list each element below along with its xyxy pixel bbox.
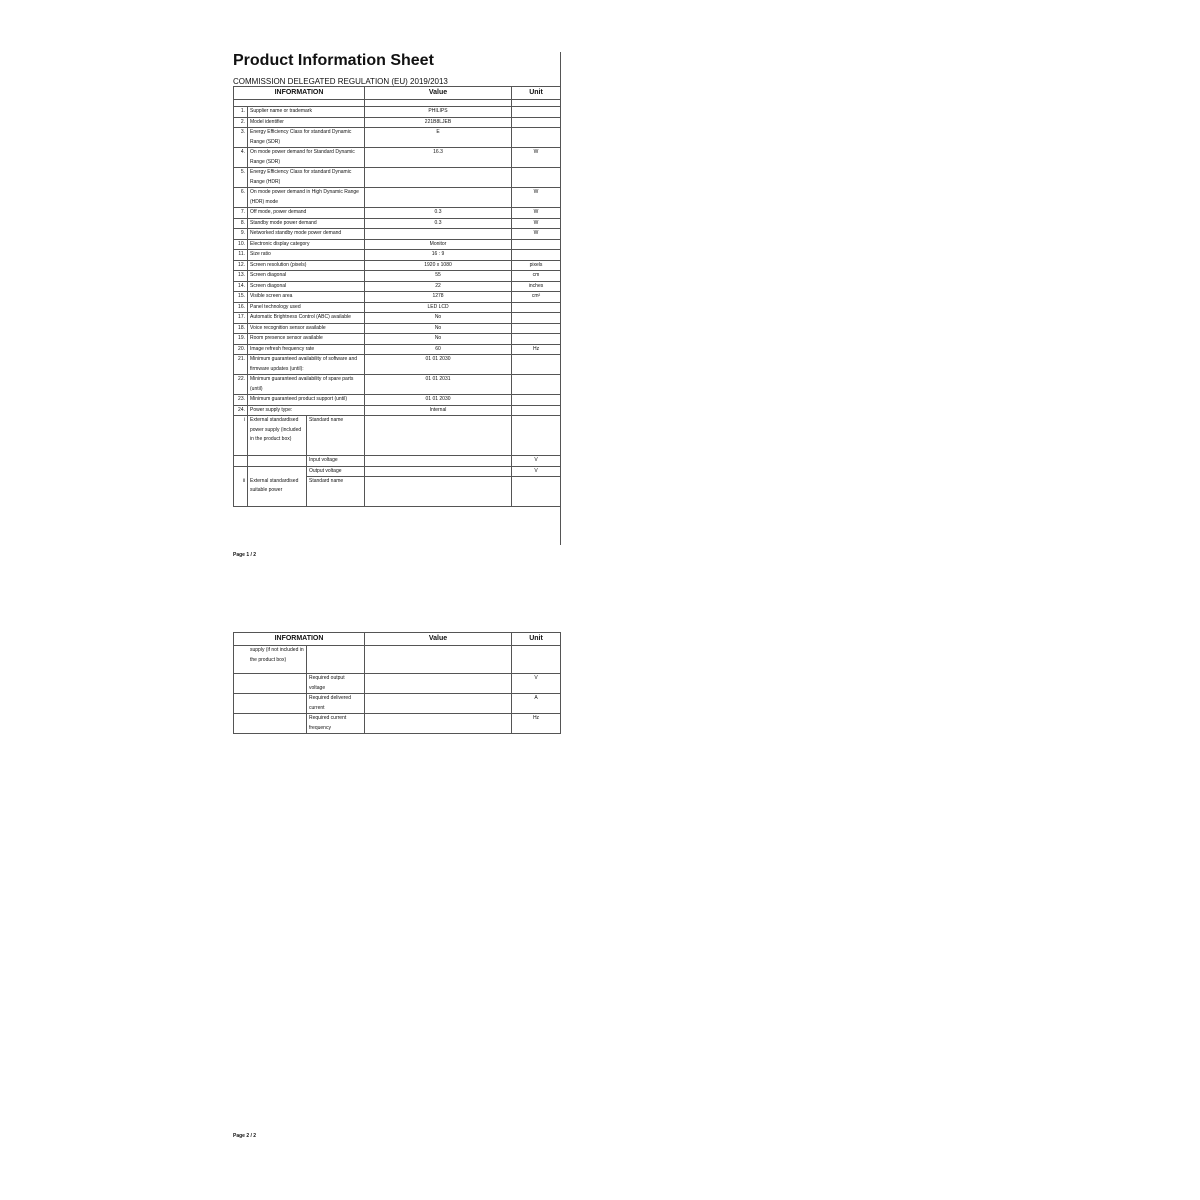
row-unit <box>512 107 561 118</box>
regulation-subtitle: COMMISSION DELEGATED REGULATION (EU) 2019/2013 <box>233 77 448 86</box>
row-label: Minimum guaranteed product support (until) <box>248 395 365 406</box>
row-number: 16. <box>234 302 248 313</box>
table-row <box>234 208 561 219</box>
supply-ii-row <box>234 477 561 507</box>
page-number-2: Page 2 / 2 <box>233 1133 257 1139</box>
supply-i-input-voltage: Input voltage <box>307 456 365 467</box>
row-label: Screen resolution (pixels) <box>248 260 365 271</box>
table-row <box>234 292 561 303</box>
row-label: Networked standby mode power demand <box>248 229 365 240</box>
row-unit: W <box>512 148 561 168</box>
row-value: 1920 x 1080 <box>365 260 512 271</box>
table-row <box>234 229 561 240</box>
table-row <box>234 323 561 334</box>
supply-i-input-row <box>234 456 561 467</box>
supply-i-output-voltage: Output voltage <box>307 466 365 477</box>
info-table-page-2 <box>233 632 561 734</box>
supply-ii-continued-row <box>234 646 561 674</box>
row-unit <box>512 313 561 324</box>
row-value: 16 : 9 <box>365 250 512 261</box>
supply-i-output-unit: V <box>512 466 561 477</box>
row-value <box>365 694 512 714</box>
row-value: LED LCD <box>365 302 512 313</box>
header-information: INFORMATION <box>234 633 365 646</box>
row-number: 10. <box>234 239 248 250</box>
row-value: 221B8LJEB <box>365 117 512 128</box>
supply-i-row <box>234 416 561 456</box>
row-number: 21. <box>234 355 248 375</box>
row-number: 5. <box>234 168 248 188</box>
row-number: 4. <box>234 148 248 168</box>
row-label: Voice recognition sensor available <box>248 323 365 334</box>
row-unit <box>512 239 561 250</box>
row-unit: cm² <box>512 292 561 303</box>
row-value: 0.3 <box>365 208 512 219</box>
table-row <box>234 355 561 375</box>
table-row <box>234 334 561 345</box>
table-row <box>234 239 561 250</box>
row-label: Visible screen area <box>248 292 365 303</box>
row-unit: inches <box>512 281 561 292</box>
header-value: Value <box>365 87 512 100</box>
row-label: On mode power demand in High Dynamic Range (HDR) mode <box>248 188 365 208</box>
row-label: Minimum guaranteed availability of software and firmware updates (until): <box>248 355 365 375</box>
row-value <box>365 229 512 240</box>
row-unit: cm <box>512 271 561 282</box>
supply-i-output-row <box>234 466 561 477</box>
row-unit <box>512 323 561 334</box>
supply-i-standard-name-unit <box>512 416 561 456</box>
row-label: Room presence sensor available <box>248 334 365 345</box>
row-unit <box>512 117 561 128</box>
table-row <box>234 313 561 324</box>
header-information: INFORMATION <box>234 87 365 100</box>
row-value: Monitor <box>365 239 512 250</box>
table-header-row <box>234 633 561 646</box>
row-unit: Hz <box>512 714 561 734</box>
table-row <box>234 250 561 261</box>
row-value: Internal <box>365 405 512 416</box>
row-value: 22 <box>365 281 512 292</box>
table-row <box>234 107 561 118</box>
row-number: 12. <box>234 260 248 271</box>
row-label: Electronic display category <box>248 239 365 250</box>
table-row <box>234 168 561 188</box>
table-header-row <box>234 87 561 100</box>
table-row <box>234 260 561 271</box>
row-number: 17. <box>234 313 248 324</box>
row-label: Model identifier <box>248 117 365 128</box>
supply-ii-continued-label: supply (if not included in the product box) <box>234 646 307 674</box>
row-label: Required current frequency <box>307 714 365 734</box>
row-unit: V <box>512 674 561 694</box>
supply-ii-standard-name-unit <box>512 477 561 507</box>
row-unit: pixels <box>512 260 561 271</box>
row-label: On mode power demand for Standard Dynamic Range (SDR) <box>248 148 365 168</box>
row-value: E <box>365 128 512 148</box>
row-number: 1. <box>234 107 248 118</box>
row-label: Image refresh frequency rate <box>248 344 365 355</box>
row-value: 60 <box>365 344 512 355</box>
row-unit: W <box>512 188 561 208</box>
row-unit: Hz <box>512 344 561 355</box>
row-label: Power supply type: <box>248 405 365 416</box>
row-label: Size ratio <box>248 250 365 261</box>
row-label: Required delivered current <box>307 694 365 714</box>
row-number: 23. <box>234 395 248 406</box>
table-row <box>234 188 561 208</box>
row-number: 7. <box>234 208 248 219</box>
row-unit <box>512 168 561 188</box>
row-label: Standby mode power demand <box>248 218 365 229</box>
row-unit <box>512 250 561 261</box>
row-value: 0.3 <box>365 218 512 229</box>
row-number: 6. <box>234 188 248 208</box>
header-unit: Unit <box>512 633 561 646</box>
row-value <box>365 188 512 208</box>
table-row <box>234 375 561 395</box>
supply-ii-marker: ii <box>234 477 248 507</box>
row-number: 22. <box>234 375 248 395</box>
supply-i-input-unit: V <box>512 456 561 467</box>
table-row <box>234 714 561 734</box>
supply-i-input-value <box>365 456 512 467</box>
page-title: Product Information Sheet <box>233 52 434 69</box>
row-unit: A <box>512 694 561 714</box>
row-value: PHILIPS <box>365 107 512 118</box>
row-value: No <box>365 334 512 345</box>
info-table-page-1 <box>233 86 561 507</box>
table-row <box>234 218 561 229</box>
row-label: Panel technology used <box>248 302 365 313</box>
row-number: 14. <box>234 281 248 292</box>
table-row <box>234 117 561 128</box>
row-label: Supplier name or trademark <box>248 107 365 118</box>
supply-i-marker: i <box>234 416 248 456</box>
supply-ii-standard-name-value <box>365 477 512 507</box>
table-row <box>234 302 561 313</box>
row-value <box>365 674 512 694</box>
table-row <box>234 271 561 282</box>
row-value: 01 01 2030 <box>365 355 512 375</box>
row-value: 16.3 <box>365 148 512 168</box>
table-row <box>234 395 561 406</box>
row-value: 1278 <box>365 292 512 303</box>
supply-i-standard-name: Standard name <box>307 416 365 456</box>
table-row <box>234 128 561 148</box>
row-value: No <box>365 323 512 334</box>
row-unit <box>512 355 561 375</box>
row-number: 20. <box>234 344 248 355</box>
row-value: 01 01 2030 <box>365 395 512 406</box>
row-number: 11. <box>234 250 248 261</box>
row-number: 3. <box>234 128 248 148</box>
row-unit <box>512 395 561 406</box>
row-unit <box>512 334 561 345</box>
row-unit <box>512 128 561 148</box>
header-value: Value <box>365 633 512 646</box>
row-number: 15. <box>234 292 248 303</box>
row-unit: W <box>512 218 561 229</box>
row-number: 2. <box>234 117 248 128</box>
row-value <box>365 168 512 188</box>
row-label: Energy Efficiency Class for standard Dynamic Range (HDR) <box>248 168 365 188</box>
row-number: 19. <box>234 334 248 345</box>
supply-i-output-value <box>365 466 512 477</box>
row-label: Automatic Brightness Control (ABC) available <box>248 313 365 324</box>
supply-i-standard-name-value <box>365 416 512 456</box>
table-row <box>234 674 561 694</box>
spacer-row <box>234 100 561 107</box>
row-value <box>365 714 512 734</box>
row-label: Energy Efficiency Class for standard Dynamic Range (SDR) <box>248 128 365 148</box>
row-label: Minimum guaranteed availability of spare parts (until) <box>248 375 365 395</box>
row-label: Screen diagonal <box>248 281 365 292</box>
row-number: 13. <box>234 271 248 282</box>
row-value: No <box>365 313 512 324</box>
supply-i-label: External standardised power supply (included in the product box) <box>248 416 307 456</box>
row-value: 55 <box>365 271 512 282</box>
row-label: Screen diagonal <box>248 271 365 282</box>
row-value: 01 01 2031 <box>365 375 512 395</box>
row-number: 18. <box>234 323 248 334</box>
table-row <box>234 694 561 714</box>
row-unit <box>512 302 561 313</box>
supply-ii-label: External standardised suitable power <box>248 477 307 507</box>
row-unit <box>512 375 561 395</box>
table-row <box>234 405 561 416</box>
header-unit: Unit <box>512 87 561 100</box>
row-number: 8. <box>234 218 248 229</box>
row-unit: W <box>512 229 561 240</box>
row-number: 24. <box>234 405 248 416</box>
row-unit <box>512 405 561 416</box>
table-row <box>234 148 561 168</box>
row-unit: W <box>512 208 561 219</box>
row-label: Off mode, power demand <box>248 208 365 219</box>
page-number-1: Page 1 / 2 <box>233 552 257 558</box>
supply-ii-standard-name: Standard name <box>307 477 365 507</box>
row-label: Required output voltage <box>307 674 365 694</box>
table-row <box>234 344 561 355</box>
table-row <box>234 281 561 292</box>
row-number: 9. <box>234 229 248 240</box>
